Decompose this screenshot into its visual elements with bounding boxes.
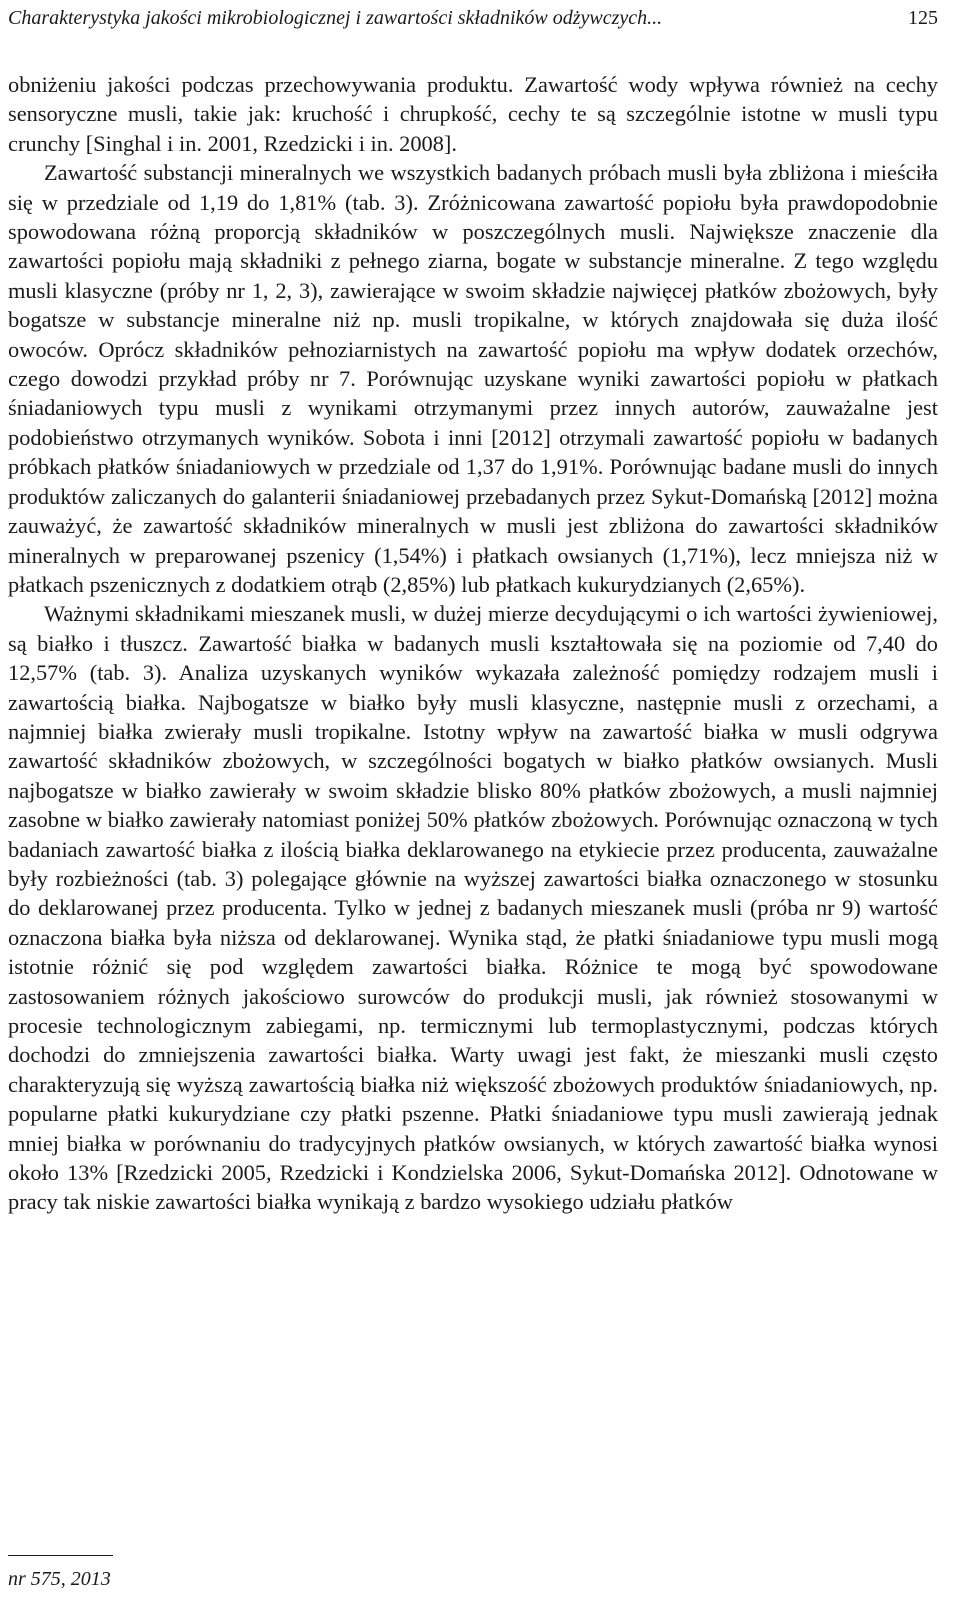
paragraph-water-content: obniżeniu jakości podczas przechowywania produktu. Zawartość wody wpływa również na cechy sensoryczne musli, takie jak: kruchość i chrupkość, cechy te są szczególnie istotne w musli typu crunchy [Singhal i in. 2001, Rzedzicki i in. 2008]. (8, 72, 938, 156)
page-number: 125 (908, 7, 938, 29)
paragraph-mineral-content: Zawartość substancji mineralnych we wszystkich badanych próbach musli była zbliżona i mieściła się w przedziale od 1,19 do 1,81% (tab. 3). Zróżnicowana zawartość popiołu była prawdopodobnie spowodowana różną proporcją składników w poszczególnych musli. Największe znaczenie dla zawartości popiołu mają składniki z pełnego ziarna, bogate w substancje mineralne. Z tego względu musli klasyczne (próby nr 1, 2, 3), zawierające w swoim składzie najwięcej płatków zbożowych, były bogatsze w substancje mineralne niż np. musli tropikalne, w których znajdowała się duża ilość owoców. Oprócz składników pełnoziarnistych na zawartość popiołu ma wpływ dodatek orzechów, czego dowodzi przykład próby nr 7. Porównując uzyskane wyniki zawartości popiołu w płatkach śniadaniowych typu musli z wynikami otrzymanymi przez innych autorów, zauważalne jest podobieństwo otrzymanych wyników. Sobota i inni [2012] otrzymali zawartość popiołu w badanych próbkach płatków śniadaniowych w przedziale od 1,37 do 1,91%. Porównując badane musli do innych produktów zaliczanych do galanterii śniadaniowej przebadanych przez Sykut-Domańską [2012] można zauważyć, że zawartość składników mineralnych w musli jest zbliżona do zawartości składników mineralnych w preparowanej pszenicy (1,54%) i płatkach owsianych (1,71%), lecz mniejsza niż w płatkach pszenicznych z dodatkiem otrąb (2,85%) lub płatkach kukurydzianych (2,65%). (8, 160, 938, 597)
article-body (8, 70, 938, 1217)
paragraph-protein-content: Ważnymi składnikami mieszanek musli, w dużej mierze decydującymi o ich wartości żywieniowej, są białko i tłuszcz. Zawartość białka w badanych musli kształtowała się na poziomie od 7,40 do 12,57% (tab. 3). Analiza uzyskanych wyników wykazała zależność pomiędzy rodzajem musli i zawartością białka. Najbogatsze w białko były musli klasyczne, następnie musli z orzechami, a najmniej białka zwierały musli tropikalne. Istotny wpływ na zawartość białka w musli odgrywa zawartość składników zbożowych, w szczególności bogatych w białko płatków owsianych. Musli najbogatsze w białko zawierały w swoim składzie blisko 80% płatków zbożowych, a musli najmniej zasobne w białko zawierały natomiast poniżej 50% płatków zbożowych. Porównując oznaczoną w tych badaniach zawartość białka z ilością białka deklarowanego na etykiecie przez producenta, zauważalne były rozbieżności (tab. 3) polegające głównie na wyższej zawartości białka oznaczonego w stosunku do deklarowanej przez producenta. Tylko w jednej z badanych mieszanek musli (próba nr 9) wartość oznaczona białka była niższa od deklarowanej. Wynika stąd, że płatki śniadaniowe typu musli mogą istotnie różnić się pod względem zawartości białka. Różnice te mogą być spowodowane zastosowaniem różnych jakościowo surowców do produkcji musli, jak również stosowanymi w procesie technologicznym zabiegami, np. termicznymi lub termoplastycznymi, podczas których dochodzi do zmniejszenia zawartości białka. Warty uwagi jest fakt, że mieszanki musli często charakteryzują się wyższą zawartością białka niż większość zbożowych produktów śniadaniowych, np. popularne płatki kukurydziane czy płatki pszenne. Płatki śniadaniowe typu musli zawierają jednak mniej białka w porównaniu do tradycyjnych płatków owsianych, w których zawartość białka wynosi około 13% [Rzedzicki 2005, Rzedzicki i Kondzielska 2006, Sykut-Domańska 2012]. Odnotowane w pracy tak niskie zawartości białka wynikają z bardzo wysokiego udziału płatków (8, 601, 938, 1215)
running-header (8, 4, 938, 32)
footer-issue: nr 575, 2013 (8, 1568, 111, 1590)
footer-rule (8, 1555, 113, 1556)
running-title: Charakterystyka jakości mikrobiologicznej i zawartości składników odżywczych... (8, 7, 663, 29)
journal-page (8, 0, 938, 1605)
